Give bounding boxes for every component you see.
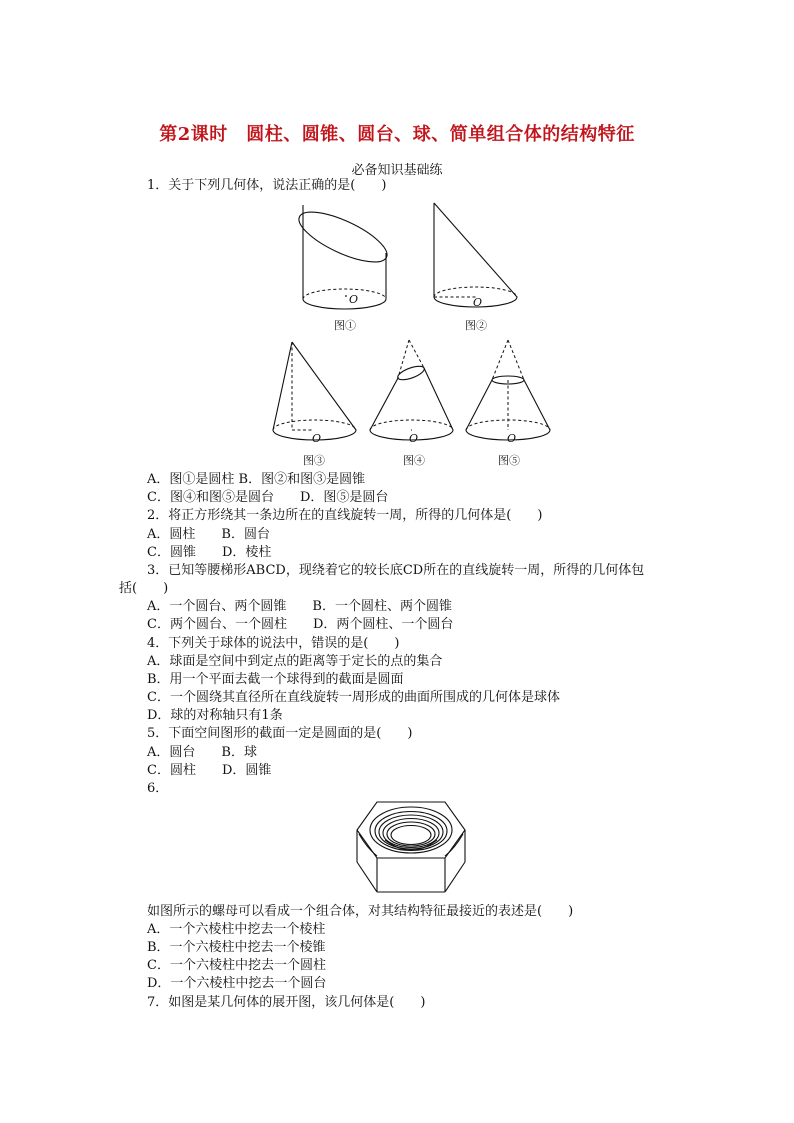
q3-stem-line-1: 3．已知等腰梯形ABCD，现绕着它的较长底CD所在的直线旋转一周，所得的几何体包 [147, 563, 645, 578]
figure-2-center-label: O [473, 296, 483, 309]
figure-hex-nut [355, 800, 467, 900]
q4-option-d: D．球的对称轴只有1条 [147, 708, 283, 723]
q6-option-b: B．一个六棱柱中挖去一个棱锥 [147, 940, 326, 955]
q4-option-b: B．用一个平面去截一个球得到的截面是圆面 [147, 672, 404, 687]
figure-5-center-label: O [507, 432, 517, 445]
figure-1-oblique-cylinder [290, 195, 400, 315]
q7-stem: 7．如图是某几何体的展开图，该几何体是( ) [147, 995, 426, 1010]
q3-option-line-1: A．一个圆台、两个圆锥 B．一个圆柱、两个圆锥 [147, 599, 452, 614]
figure-1-caption: 图① [334, 319, 356, 332]
figure-3-caption: 图③ [303, 454, 325, 467]
figure-4-caption: 图④ [403, 454, 425, 467]
page-title: 第2课时 圆柱、圆锥、圆台、球、简单组合体的结构特征 [159, 124, 635, 145]
q5-option-line-2: C．圆柱 D．圆锥 [147, 763, 272, 778]
q4-option-c: C．一个圆绕其直径所在直线旋转一周形成的曲面所围成的几何体是球体 [147, 690, 560, 705]
q2-option-line-2: C．圆锥 D．棱柱 [147, 545, 272, 560]
figure-5-caption: 图⑤ [498, 454, 520, 467]
q1-option-line-1: A．图①是圆柱 B．图②和图③是圆锥 [147, 472, 366, 487]
q6-stem: 如图所示的螺母可以看成一个组合体，对其结构特征最接近的表述是( ) [147, 904, 574, 919]
figure-1-center-label: O [349, 293, 359, 306]
figure-3-center-label: O [312, 432, 322, 445]
q2-option-line-1: A．圆柱 B．圆台 [147, 527, 270, 542]
q6-number: 6． [147, 781, 169, 796]
q3-stem-line-2: 括( ) [119, 581, 169, 596]
figure-2-cone [425, 200, 525, 315]
figure-4-cone-oblique-cut [366, 338, 461, 450]
q3-option-line-2: C．两个圆台、一个圆柱 D．两个圆柱、一个圆台 [147, 617, 454, 632]
q1-stem: 1．关于下列几何体，说法正确的是( ) [147, 178, 387, 193]
q2-stem: 2．将正方形绕其一条边所在的直线旋转一周，所得的几何体是( ) [147, 508, 543, 523]
q6-option-d: D．一个六棱柱中挖去一个圆台 [147, 976, 327, 991]
q6-option-c: C．一个六棱柱中挖去一个圆柱 [147, 958, 326, 973]
q4-stem: 4．下列关于球体的说法中，错误的是( ) [147, 636, 400, 651]
figure-3-oblique-cone [268, 340, 363, 450]
q1-option-line-2: C．图④和图⑤是圆台 D．图⑤是圆台 [147, 490, 389, 505]
figure-4-center-label: O [409, 432, 419, 445]
q5-option-line-1: A．圆台 B．球 [147, 745, 257, 760]
figure-5-frustum [463, 338, 558, 450]
section-heading: 必备知识基础练 [351, 163, 443, 178]
q5-stem: 5．下面空间图形的截面一定是圆面的是( ) [147, 726, 413, 741]
q6-option-a: A．一个六棱柱中挖去一个棱柱 [147, 922, 326, 937]
q4-option-a: A．球面是空间中到定点的距离等于定长的点的集合 [147, 654, 443, 669]
figure-2-caption: 图② [465, 319, 487, 332]
